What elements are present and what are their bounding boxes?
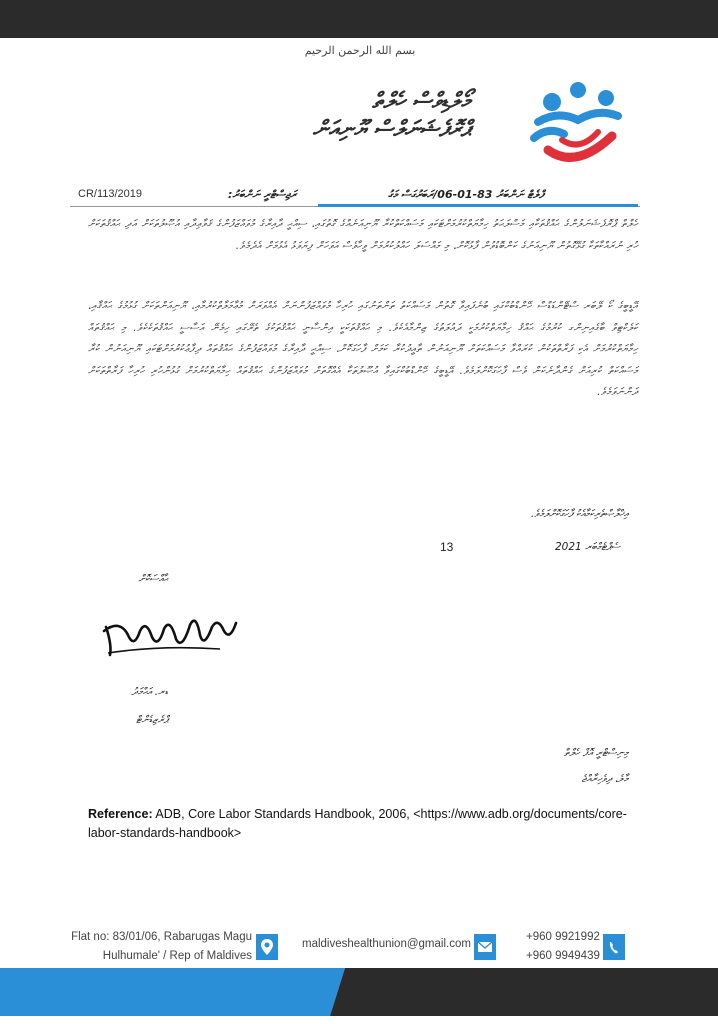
envelope-icon (474, 934, 496, 960)
meta-accent-divider (318, 204, 638, 207)
location-pin-icon (256, 934, 278, 960)
footer-address-line-1: Flat no: 83/01/06, Rabarugas Magu (71, 931, 252, 943)
date-day: 13 (440, 540, 454, 554)
letter-address: ފްލެޓް ނަންބަރު 83-01-06/ރަބަރުގަސް މަގު (388, 188, 544, 201)
footer-phones (526, 928, 600, 966)
footer-phone-1[interactable]: +960 9921992 (526, 931, 600, 943)
reference-label: Reference: (88, 807, 153, 821)
signer-title: ޕްރެޒިޑެންޓް (136, 714, 168, 726)
signer-name: ޑރ. އަޙްމަދު (131, 686, 168, 698)
footer-stripe (0, 968, 718, 1016)
signer-block (80, 678, 168, 734)
body-paragraph-2: އޭޑީބީގެ ކޯ ލޭބަރ ސްޓޭންޑަޑްސް ހޭންޑްބުކްގައި ބުނެފައިވާ ގޮތުން މަސައްކަތު ތަންތަނުގައި ހުރިހާ މުވައްޒަފުންނަށް އެއްވަރަށް މުޢާމަލާތްކުރުމާއި، ޔޫނިއަންތަކަށް ގުޅުމުގެ ޙައްޤާއި، ކަލެކްޓިވް ބާގެއިނިންގ ކުރުމުގެ ޙައްޤު ހިމާޔަތްކުރުމަކީ ދައުލަތުގެ ޒިންމާއެކެވެ. މި ޙައްޤުތަކަކީ އިންސާނީ ޙައްޤުތަކުގެ ތެރޭގައި ހިމެނޭ އަސާސީ ޙައްޤުތަކެކެވެ. މި ޙައްޤުތައް ހިމާޔަތްކުރުމަށް އެކި ފަރާތްތަކުން ކުރައްވާ މަސައްކަތަށް ޔޫނިއަނުން ތާއީދުކުރާ ކަމަށް ފާހަގަކޮށް، ސިއްޙީ ދާއިރާގެ މުވައްޒަފުންގެ ޙައްޤުތައް ދިފާޢުކުރުމަށްޓަކައި ޔޫނިއަނުން ކުރާ މަސައްކަތް ކުރިއަށް ގެންދާނެކަން ވެސް ފާހަގަކޮށްލަމެވެ. އޭޑީބީގެ ހޭންޑްބުކްގައިވާ އުޞޫލުތަކާ އެއްގޮތަށް މުވައްޒަފުންގެ ޙައްޤުތައް ހިމާޔަތްކުރުމަށް ގުޅުންހުރި ހުރިހާ ފަރާތްތަކަށް ދަންނަވަމެވެ. (88, 300, 638, 398)
closing-line: އިޚްލާޞްތެރިކަމާއެކު ފާހަގަކޮށްލަމެވެ. (530, 508, 628, 520)
footer-address (60, 928, 252, 966)
signoff: ޙާއްސަކޮށް (138, 573, 168, 585)
footer-email[interactable]: maldiveshealthunion@gmail.com (302, 938, 471, 950)
registration-label: ރަޖިސްޓްރީ ނަންބަރު: (228, 188, 297, 201)
body-paragraph-1: ހެލްތް ޕްރޮފެޝަނަލުންގެ ޙައްޤުތަކާއި މަސްލަޙަތު ހިމާޔަތްކުރުމަށްޓަކައި މަސައްކަތްކުރާ ޔޫނިއަނެއްގެ ގޮތުގައި، ސިއްޙީ ދާއިރާގެ މުވައްޒަފުންގެ ޤަވާޢިދާއި އުޞޫލުތަކަށް އަދި ޙައްޤުތަކަށް ހުރި ނުރައްކާތަކާ ގުޅޭގޮތުން ޔޫނިއަނުގެ ކަންބޮޑުވުން ފާޅުކޮށް، މި މައްސަލަ ހައްލުކުރުމަށް ވީހާވެސް އަވަހަށް ފިޔަވަޅު އެޅުމަށް އެދެމެވެ. (88, 218, 638, 252)
bismillah-header: بسم الله الرحمن الرحيم (304, 44, 416, 57)
org-name-line-2: ޕްރޮފެޝަނަލްސް ޔޫނިއަން (312, 116, 470, 142)
recipient-block (430, 740, 628, 792)
recipient-line-1: މިނިސްޓްރީ އޮފް ހެލްތް (563, 747, 628, 759)
date-text: ސެޕްޓެމްބަރ 2021 (555, 541, 620, 553)
letter-meta (70, 186, 630, 206)
union-logo (528, 80, 624, 166)
reference-text: ADB, Core Labor Standards Handbook, 2006, <https://www.adb.org/documents/core-labor-standards-handbook> (88, 807, 627, 840)
footer-address-line-2: Hulhumale' / Rep of Maldives (102, 950, 252, 962)
org-name (230, 88, 470, 143)
phone-icon (603, 934, 625, 960)
registration-number: CR/113/2019 (78, 188, 143, 200)
handwritten-signature (100, 605, 240, 665)
org-name-line-1: މޯލްޑިވްސް ހެލްތް (372, 89, 470, 114)
top-dark-bar (0, 0, 718, 38)
reference-note (88, 805, 638, 843)
recipient-line-2: މާލެ، ދިވެހިރާއްޖެ (581, 773, 628, 785)
footer-phone-2[interactable]: +960 9949439 (526, 950, 600, 962)
